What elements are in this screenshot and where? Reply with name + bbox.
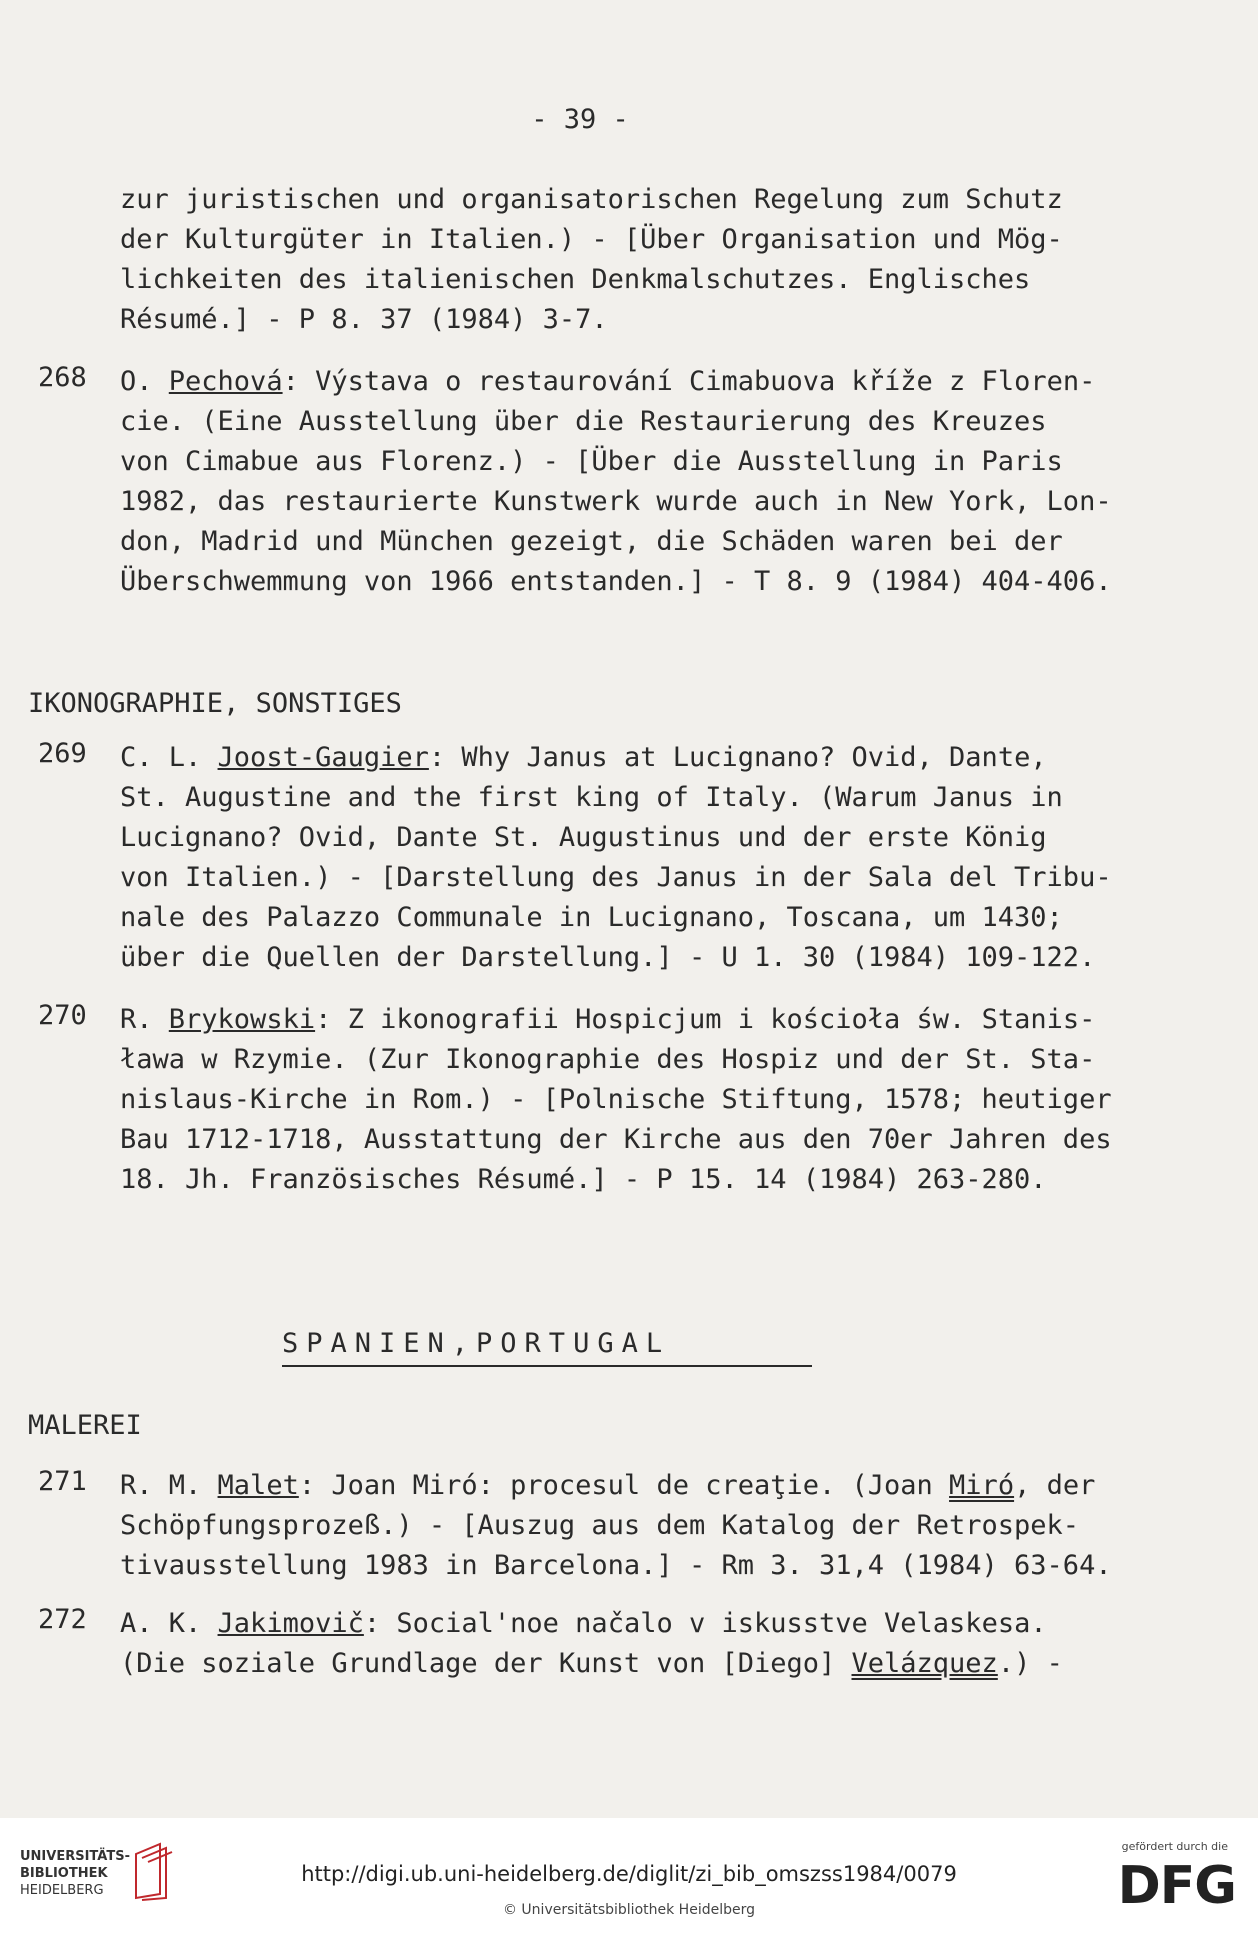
title-text: : Z ikonografii Hospicjum i kościoła św. Stanis- xyxy=(315,1004,1096,1035)
author-name: Jakimovič xyxy=(217,1608,364,1639)
page-number: - 39 - xyxy=(531,104,629,135)
title-text: : Social'noe načalo v iskusstve Velaskesa. xyxy=(363,1608,1047,1639)
section-heading: IKONOGRAPHIE, SONSTIGES xyxy=(28,688,402,719)
entry-number: 271 xyxy=(38,1466,87,1497)
entry-number: 270 xyxy=(38,1000,87,1031)
entry-269 xyxy=(120,738,1150,978)
entry-270 xyxy=(120,1000,1150,1200)
text-line: Résumé.] - P 8. 37 (1984) 3-7. xyxy=(120,304,608,335)
text-line: tivausstellung 1983 in Barcelona.] - Rm 3. 31,4 (1984) 63-64. xyxy=(120,1550,1112,1581)
author-name: Joost-Gaugier xyxy=(217,742,429,773)
title-text: : Joan Miró: procesul de creaţie. (Joan xyxy=(298,1470,950,1501)
copyright-notice: © Universitätsbibliothek Heidelberg xyxy=(502,1902,755,1918)
text-line: don, Madrid und München gezeigt, die Schäden waren bei der xyxy=(120,526,1063,557)
author-name: Malet xyxy=(217,1470,299,1501)
author-initial: R. M. xyxy=(120,1470,218,1501)
footer-bar xyxy=(0,1818,1258,1938)
title-text: : Why Janus at Lucignano? Ovid, Dante, xyxy=(428,742,1047,773)
text-line: 18. Jh. Französisches Résumé.] - P 15. 14 (1984) 263-280. xyxy=(120,1164,1047,1195)
text-line: nislaus-Kirche in Rom.) - [Polnische Stiftung, 1578; heutiger xyxy=(120,1084,1112,1115)
title-text: (Die soziale Grundlage der Kunst von [Diego] xyxy=(120,1648,852,1679)
permalink-url[interactable]: http://digi.ub.uni-heidelberg.de/diglit/zi_bib_omszss1984/0079 xyxy=(301,1862,957,1886)
text-line: Lucignano? Ovid, Dante St. Augustinus und der erste König xyxy=(120,822,1047,853)
author-name: Brykowski xyxy=(168,1004,316,1035)
entry-268 xyxy=(120,362,1150,602)
title-text: , der xyxy=(1014,1470,1096,1501)
author-initial: C. L. xyxy=(120,742,218,773)
text-line: lichkeiten des italienischen Denkmalschutzes. Englisches xyxy=(120,264,1031,295)
subject-name: Miró xyxy=(949,1470,1015,1501)
author-initial: A. K. xyxy=(120,1608,218,1639)
intro-paragraph xyxy=(120,180,1150,340)
author-name: Pechová xyxy=(168,366,283,397)
entry-number: 272 xyxy=(38,1604,87,1635)
text-line: 1982, das restaurierte Kunstwerk wurde auch in New York, Lon- xyxy=(120,486,1112,517)
text-line: über die Quellen der Darstellung.] - U 1. 30 (1984) 109-122. xyxy=(120,942,1096,973)
text-line: Bau 1712-1718, Ausstattung der Kirche aus den 70er Jahren des xyxy=(120,1124,1112,1155)
subject-name: Velázquez xyxy=(851,1648,998,1679)
text-line: cie. (Eine Ausstellung über die Restaurierung des Kreuzes xyxy=(120,406,1047,437)
funder-note: gefördert durch die xyxy=(1121,1840,1228,1853)
text-line: Überschwemmung von 1966 entstanden.] - T 8. 9 (1984) 404-406. xyxy=(120,566,1112,597)
text-line: zur juristischen und organisatorischen Regelung zum Schutz xyxy=(120,184,1063,215)
country-heading: SPANIEN,PORTUGAL xyxy=(282,1328,812,1367)
author-initial: O. xyxy=(120,366,169,397)
dfg-logo: DFG xyxy=(1117,1856,1236,1916)
entry-number: 269 xyxy=(38,738,87,769)
title-text: .) - xyxy=(997,1648,1063,1679)
title-text: : Výstava o restaurování Cimabuova kříže z Floren- xyxy=(282,366,1096,397)
text-line: von Italien.) - [Darstellung des Janus in der Sala del Tribu- xyxy=(120,862,1112,893)
text-line: St. Augustine and the first king of Italy. (Warum Janus in xyxy=(120,782,1063,813)
text-line: Schöpfungsprozeß.) - [Auszug aus dem Katalog der Retrospek- xyxy=(120,1510,1080,1541)
text-line: der Kulturgüter in Italien.) - [Über Organisation und Mög- xyxy=(120,224,1063,255)
section-heading: MALEREI xyxy=(28,1410,142,1441)
entry-272 xyxy=(120,1604,1150,1684)
logo-text: BIBLIOTHEK xyxy=(20,1866,108,1881)
logo-text: HEIDELBERG xyxy=(20,1883,104,1898)
entry-number: 268 xyxy=(38,362,87,393)
logo-text: UNIVERSITÄTS- xyxy=(20,1849,130,1864)
entry-271 xyxy=(120,1466,1150,1586)
text-line: von Cimabue aus Florenz.) - [Über die Ausstellung in Paris xyxy=(120,446,1063,477)
text-line: nale des Palazzo Communale in Lucignano, Toscana, um 1430; xyxy=(120,902,1063,933)
text-line: ława w Rzymie. (Zur Ikonographie des Hospiz und der St. Sta- xyxy=(120,1044,1096,1075)
author-initial: R. xyxy=(120,1004,169,1035)
